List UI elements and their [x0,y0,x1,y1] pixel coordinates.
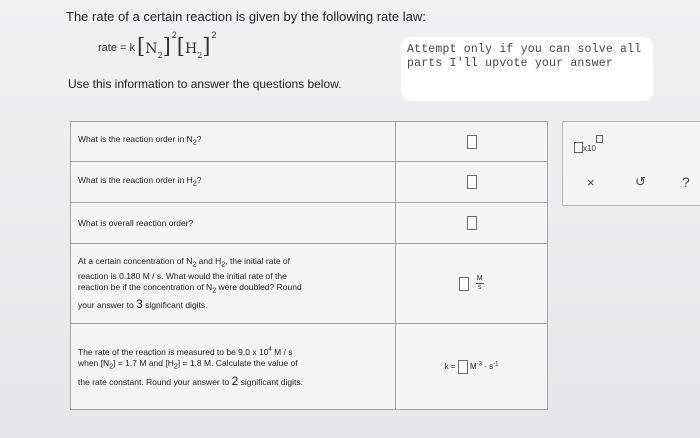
answer-input-overall-order[interactable] [467,216,477,230]
answer-cell [396,203,548,244]
question-text: The rate of the reaction is measured to be 9.0 x $10^4$ M / s when $[N_2] = 1.7$ M and $[H_2] = 1.8$ M. Calculate the value of the rate constant. Round your answer to 2 significant digits. [71,324,396,410]
problem-intro: The rate of a certain reaction is given by the following rate law: [66,9,426,24]
answer-cell [396,122,548,162]
answer-cell [396,244,548,324]
answer-input-rate-constant[interactable] [458,360,468,374]
answer-cell [396,162,548,203]
question-row [71,122,548,162]
answer-input-h2-order[interactable] [467,175,477,189]
question-text: What is the reaction order in $N_2$? [71,122,396,162]
question-row [71,162,548,203]
rate-constant-expression: $k = M^{-3} \cdot s^{-1}$ [445,362,499,371]
question-row [71,203,548,244]
question-text: At a certain concentration of $N_2$ and $H_2$, the initial rate of reaction is 0.180 M / s. What would the initial rate of the reaction be if the concentration of $N_2$ were doubled? Round your answer to 3 significant digits. [71,244,396,324]
question-text: What is the reaction order in $H_2$? [71,162,396,203]
answer-input-n2-order[interactable] [467,135,477,149]
h2-exponent: 2 [211,30,217,40]
student-note: Attempt only if you can solve all parts I'll upvote your answer [401,37,653,101]
answer-tools-panel [562,121,700,206]
undo-icon[interactable]: ↺ [635,174,646,189]
question-row [71,324,548,410]
instructions: Use this information to answer the questions below. [68,77,342,91]
help-icon[interactable]: ? [682,174,690,190]
clear-icon[interactable]: × [587,175,595,190]
n2-exponent: 2 [171,30,177,40]
question-table [70,121,548,410]
n2-bracket: $[N_2]$ [137,34,171,61]
rate-law [98,30,217,66]
question-row [71,244,548,324]
rate-label: rate = k [98,42,136,54]
unit-fraction: $\frac{M}{s}$ [476,275,483,291]
answer-input-doubled-rate[interactable] [459,277,469,291]
h2-bracket: $[H_2]$ [176,34,211,61]
answer-cell [396,324,548,410]
scientific-notation-button[interactable]: x10 [574,139,603,154]
question-text: What is overall reaction order? [71,203,396,244]
